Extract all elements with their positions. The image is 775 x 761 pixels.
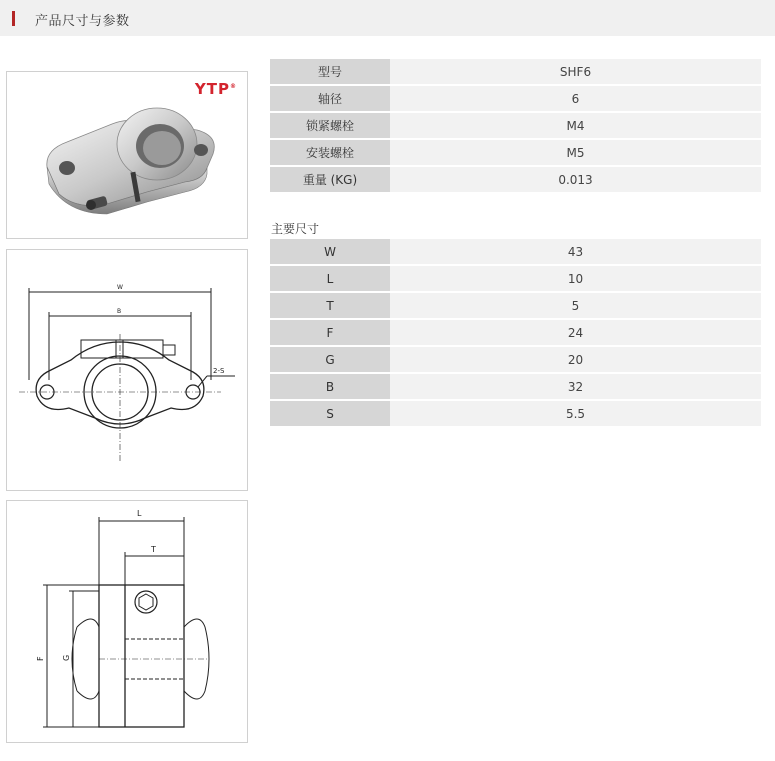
dim-key: S (270, 401, 390, 428)
label-b: B (117, 308, 122, 315)
dim-key: F (270, 320, 390, 347)
table-row (270, 140, 761, 167)
table-row (270, 59, 761, 86)
params-table (270, 59, 761, 194)
dim-value: 20 (390, 347, 761, 374)
param-key: 型号 (270, 59, 390, 86)
param-value: M5 (390, 140, 761, 167)
product-photo (6, 71, 248, 239)
section-marker (12, 11, 15, 26)
param-value: SHF6 (390, 59, 761, 86)
table-row (270, 374, 761, 401)
brand-logo: YTP® (194, 80, 237, 98)
dim-value: 43 (390, 239, 761, 266)
param-key: 锁紧螺栓 (270, 113, 390, 140)
label-2s: 2-S (213, 367, 225, 375)
dimensions-table (270, 239, 761, 428)
table-row (270, 401, 761, 428)
label-f: F (36, 656, 45, 661)
table-row (270, 86, 761, 113)
table-row (270, 293, 761, 320)
front-view-drawing (6, 249, 248, 491)
table-row (270, 266, 761, 293)
dim-value: 24 (390, 320, 761, 347)
dim-key: T (270, 293, 390, 320)
dim-value: 5.5 (390, 401, 761, 428)
param-value: M4 (390, 113, 761, 140)
label-g: G (62, 654, 71, 661)
label-l: L (137, 509, 142, 518)
side-view-drawing (6, 500, 248, 743)
front-view-svg (7, 250, 248, 491)
table-row (270, 113, 761, 140)
section-title: 产品尺寸与参数 (35, 14, 130, 29)
param-value: 6 (390, 86, 761, 113)
section-header (0, 0, 775, 36)
side-view-svg (7, 501, 248, 743)
dim-value: 10 (390, 266, 761, 293)
param-key: 轴径 (270, 86, 390, 113)
label-w: W (117, 284, 123, 291)
dim-key: G (270, 347, 390, 374)
dim-value: 5 (390, 293, 761, 320)
label-t: T (151, 545, 156, 554)
dim-key: L (270, 266, 390, 293)
dim-value: 32 (390, 374, 761, 401)
table-row (270, 347, 761, 374)
dim-key: B (270, 374, 390, 401)
table-row (270, 320, 761, 347)
dim-key: W (270, 239, 390, 266)
dimensions-title: 主要尺寸 (271, 222, 320, 236)
table-row (270, 239, 761, 266)
param-key: 重量 (KG) (270, 167, 390, 194)
param-key: 安装螺栓 (270, 140, 390, 167)
table-row (270, 167, 761, 194)
param-value: 0.013 (390, 167, 761, 194)
